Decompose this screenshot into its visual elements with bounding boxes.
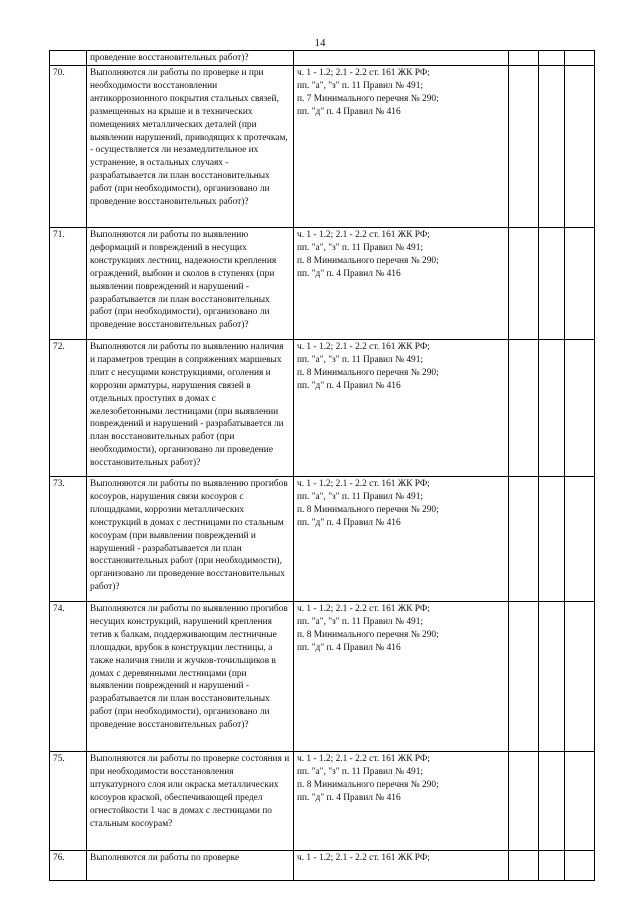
answer-no-cell <box>539 851 565 881</box>
answer-no-cell <box>539 602 565 752</box>
reference-cell <box>294 228 509 340</box>
answer-yes-cell <box>509 66 539 228</box>
continuation-row <box>50 51 595 66</box>
answer-na-cell <box>565 228 595 340</box>
reference-cell <box>294 340 509 477</box>
answer-yes-cell <box>509 752 539 851</box>
answer-no-cell <box>539 477 565 602</box>
checklist-table-body <box>50 51 595 881</box>
question-cell <box>87 602 294 752</box>
question-text: Выполняются ли работы по выявлению наличия и параметров трещин в сопряжениях маршевых плит с несущими конструкциями, оголения и коррозии арматуры, нарушения связей в отдельных проступях в домах с железобетонными лестницами (при выявлении повреждений и нарушений - разрабатывается ли план восстановительных работ (при необходимости), организовано ли проведение восстановительных работ)? <box>90 342 284 469</box>
reference-cell <box>294 477 509 602</box>
question-text: Выполняются ли работы по проверке состояния и при необходимости восстановления штукатурного слоя или окраска металлических косоуров краской, обеспечивающей предел огнестойкости 1 час в домах с лестницами по стальным косоурам? <box>90 754 290 829</box>
reference-line: пп. "д" п. 4 Правил № 416 <box>297 380 401 391</box>
reference-line: ч. 1 - 1.2; 2.1 - 2.2 ст. 161 ЖК РФ; <box>297 604 430 614</box>
answer-na-cell <box>565 477 595 602</box>
reference-line: пп. "д" п. 4 Правил № 416 <box>297 517 401 528</box>
question-cell <box>87 477 294 602</box>
table-row <box>50 752 595 851</box>
row-number-cell: 72. <box>50 340 87 477</box>
question-text: Выполняются ли работы по выявлению прогибов несущих конструкций, нарушений крепления тетив к балкам, поддерживающим лестничные площадки, врубок в конструкции лестницы, а также наличия гнили и жучков-точильщиков в домах с деревянными лестницами (при выявлении повреждений и нарушений - разрабатывается ли план восстановительных работ (при необходимости), организовано ли проведение восстановительных работ)? <box>90 604 288 731</box>
reference-line: пп. "а", "з" п. 11 Правил № 491; <box>297 354 424 365</box>
answer-no-cell <box>539 228 565 340</box>
answer-no-cell <box>539 340 565 477</box>
reference-line: п. 8 Минимального перечня № 290; <box>297 629 439 640</box>
row-number-cell: 71. <box>50 228 87 340</box>
table-row <box>50 477 595 602</box>
question-cell <box>87 51 294 66</box>
reference-line: ч. 1 - 1.2; 2.1 - 2.2 ст. 161 ЖК РФ; <box>297 754 430 764</box>
reference-line: ч. 1 - 1.2; 2.1 - 2.2 ст. 161 ЖК РФ; <box>297 230 430 240</box>
answer-na-cell <box>565 51 595 66</box>
reference-line: п. 8 Минимального перечня № 290; <box>297 255 439 266</box>
question-cell <box>87 228 294 340</box>
row-number-cell: 73. <box>50 477 87 602</box>
row-number-cell: 70. <box>50 66 87 228</box>
question-cell <box>87 851 294 881</box>
table-row <box>50 66 595 228</box>
table-row <box>50 340 595 477</box>
reference-line: пп. "а", "з" п. 11 Правил № 491; <box>297 80 424 91</box>
question-text: проведение восстановительных работ)? <box>90 53 249 63</box>
answer-yes-cell <box>509 602 539 752</box>
answer-na-cell <box>565 340 595 477</box>
reference-cell <box>294 752 509 851</box>
reference-line: п. 8 Минимального перечня № 290; <box>297 367 439 378</box>
checklist-table <box>49 50 595 881</box>
answer-no-cell <box>539 51 565 66</box>
answer-yes-cell <box>509 51 539 66</box>
reference-line: п. 7 Минимального перечня № 290; <box>297 93 439 104</box>
table-row <box>50 851 595 881</box>
table-row <box>50 228 595 340</box>
reference-line: ч. 1 - 1.2; 2.1 - 2.2 ст. 161 ЖК РФ; <box>297 853 430 863</box>
answer-na-cell <box>565 752 595 851</box>
question-text: Выполняются ли работы по проверке и при необходимости восстановлении антикоррозионного покрытия стальных связей, размещенных на крыше и в технических помещениях металлических деталей (при выявлении нарушений, приводящих к протечкам, - осуществляется ли незамедлительное их устранение, в остальных случаях - разрабатывается ли план восстановительных работ (при необходимости), организовано ли проведение восстановительных работ)? <box>90 68 288 208</box>
reference-line: ч. 1 - 1.2; 2.1 - 2.2 ст. 161 ЖК РФ; <box>297 68 430 78</box>
question-cell <box>87 340 294 477</box>
table-row <box>50 602 595 752</box>
row-number-cell: 74. <box>50 602 87 752</box>
page-number: 14 <box>314 37 326 49</box>
reference-cell <box>294 51 509 66</box>
question-text: Выполняются ли работы по выявлению прогибов косоуров, нарушения связи косоуров с площадками, коррозии металлических конструкций в домах с лестницами по стальным косоурам (при выявлении повреждений и нарушений - разрабатывается ли план восстановительных работ (при необходимости), организовано ли проведение восстановительных работ)? <box>90 479 288 593</box>
answer-yes-cell <box>509 340 539 477</box>
reference-line: ч. 1 - 1.2; 2.1 - 2.2 ст. 161 ЖК РФ; <box>297 479 430 489</box>
reference-cell <box>294 851 509 881</box>
question-cell <box>87 66 294 228</box>
reference-line: пп. "а", "з" п. 11 Правил № 491; <box>297 242 424 253</box>
reference-line: пп. "а", "з" п. 11 Правил № 491; <box>297 491 424 502</box>
answer-yes-cell <box>509 228 539 340</box>
row-number-cell: 75. <box>50 752 87 851</box>
row-number-cell: 76. <box>50 851 87 881</box>
question-text: Выполняются ли работы по выявлению деформаций и повреждений в несущих конструкциях лестниц, надежности крепления ограждений, выбоин и сколов в ступенях (при выявлении повреждений и нарушений - разрабатывается ли план восстановительных работ (при необходимости), организовано ли проведение восстановительных работ)? <box>90 230 277 331</box>
reference-line: пп. "а", "з" п. 11 Правил № 491; <box>297 766 424 777</box>
reference-line: пп. "д" п. 4 Правил № 416 <box>297 268 401 279</box>
answer-no-cell <box>539 66 565 228</box>
reference-line: пп. "д" п. 4 Правил № 416 <box>297 792 401 803</box>
reference-line: п. 8 Минимального перечня № 290; <box>297 504 439 515</box>
row-number-cell <box>50 51 87 66</box>
reference-line: пп. "д" п. 4 Правил № 416 <box>297 106 401 117</box>
reference-line: ч. 1 - 1.2; 2.1 - 2.2 ст. 161 ЖК РФ; <box>297 342 430 352</box>
reference-line: пп. "д" п. 4 Правил № 416 <box>297 642 401 653</box>
answer-no-cell <box>539 752 565 851</box>
reference-cell <box>294 602 509 752</box>
answer-yes-cell <box>509 851 539 881</box>
reference-line: п. 8 Минимального перечня № 290; <box>297 779 439 790</box>
question-cell <box>87 752 294 851</box>
answer-yes-cell <box>509 477 539 602</box>
answer-na-cell <box>565 851 595 881</box>
answer-na-cell <box>565 66 595 228</box>
question-text: Выполняются ли работы по проверке <box>90 853 240 863</box>
reference-cell <box>294 66 509 228</box>
answer-na-cell <box>565 602 595 752</box>
reference-line: пп. "а", "з" п. 11 Правил № 491; <box>297 616 424 627</box>
